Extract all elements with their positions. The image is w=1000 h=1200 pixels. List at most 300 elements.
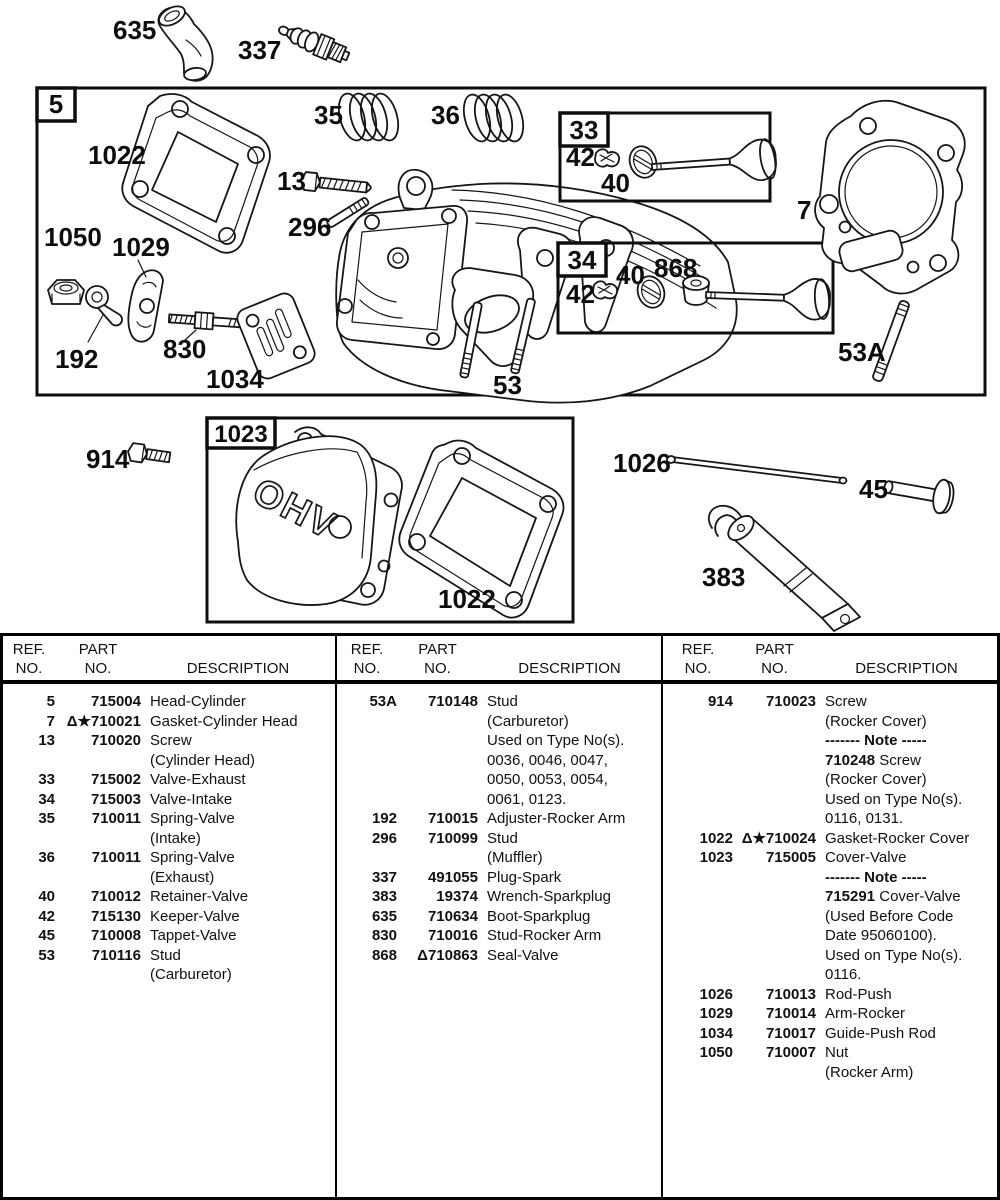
table-row <box>337 887 661 907</box>
callout-830: 830 <box>163 334 207 364</box>
table-row <box>663 848 997 868</box>
part-no-cell: 710014 <box>765 1005 816 1022</box>
description-text: Head-Cylinder <box>150 693 246 710</box>
table-row <box>337 751 661 771</box>
description-text: Adjuster-Rocker Arm <box>487 810 626 827</box>
part-no-cell: 715002 <box>90 771 141 788</box>
part-no-cell: 710017 <box>765 1024 816 1042</box>
ref-no-cell <box>337 751 397 771</box>
stud-rocker-arm-drawing <box>169 310 246 331</box>
ref-no-cell: 383 <box>371 888 397 905</box>
part-no-cell: 710116 <box>91 946 141 964</box>
ref-no-cell: 635 <box>371 907 397 925</box>
description-text: Spring-Valve <box>150 849 235 866</box>
description-text: (Cylinder Head) <box>150 751 256 769</box>
part-no-cell: 710013 <box>765 985 816 1003</box>
ref-no-cell: 1026 <box>699 985 733 1003</box>
part-no-cell <box>733 868 816 888</box>
part-no-cell <box>733 790 816 810</box>
table-row <box>3 809 335 829</box>
description-text: (Carburetor) <box>487 712 569 730</box>
callout-53A: 53A <box>838 337 886 367</box>
table-row <box>337 770 661 790</box>
description-cell <box>816 731 997 751</box>
cylinder-head-drawing <box>336 170 737 403</box>
table-row <box>663 731 997 751</box>
description-cell <box>141 926 335 946</box>
header-ref-line1: REF. <box>12 641 46 658</box>
callout-914: 914 <box>86 444 130 474</box>
part-no-cell: 710099 <box>427 829 478 847</box>
header-ref-line2: NO. <box>15 660 43 677</box>
part-no-cell <box>397 712 478 732</box>
description-cell <box>816 1024 997 1044</box>
callout-40-box33: 40 <box>601 168 630 198</box>
valve-spring-intake-drawing <box>334 91 403 144</box>
description-cell <box>816 751 997 771</box>
description-text: Stud <box>150 946 181 964</box>
part-no-cell <box>733 751 816 771</box>
ohv-embossed-text: OHV <box>245 470 344 549</box>
callout-42-box34: 42 <box>566 279 595 309</box>
description-text: Rod-Push <box>825 985 892 1003</box>
description-text: Stud-Rocker Arm <box>487 927 602 944</box>
description-cell <box>478 770 661 790</box>
ref-no-cell: 192 <box>371 810 397 827</box>
table-row <box>663 712 997 732</box>
part-no-header <box>55 640 141 678</box>
table-row <box>3 946 335 966</box>
description-text: (Rocker Cover) <box>825 771 927 788</box>
ref-no-cell <box>337 848 397 868</box>
description-header <box>141 659 335 678</box>
table-row <box>337 907 661 927</box>
table-row <box>663 1063 997 1083</box>
part-no-cell <box>733 887 816 907</box>
description-cell <box>478 887 661 907</box>
header-ref-line2: NO. <box>353 660 381 677</box>
table-row <box>663 965 997 985</box>
description-text: Stud <box>487 829 518 847</box>
cover-valve-drawing <box>236 427 402 605</box>
table-row <box>337 712 661 732</box>
description-cell <box>478 868 661 888</box>
part-no-cell <box>733 731 816 751</box>
callout-53: 53 <box>493 370 522 400</box>
header-ref-line1: REF. <box>350 641 384 658</box>
ref-no-cell: 1029 <box>699 1005 733 1022</box>
description-text: 0061, 0123. <box>487 790 567 808</box>
part-no-cell: 710011 <box>91 849 141 866</box>
description-bold: ------- Note ----- <box>825 868 927 886</box>
rod-push-drawing <box>667 456 847 484</box>
table-row <box>663 887 997 907</box>
part-no-cell: 710012 <box>90 888 141 905</box>
part-no-cell: 710016 <box>427 927 478 944</box>
table-header <box>663 636 997 684</box>
callout-40-box34: 40 <box>616 260 645 290</box>
description-text: Screw <box>825 693 867 710</box>
table-row <box>663 868 997 888</box>
ref-no-cell: 5 <box>46 693 55 710</box>
part-no-header <box>733 640 816 678</box>
table-row <box>337 868 661 888</box>
table-row <box>663 926 997 946</box>
description-cell <box>478 751 661 771</box>
part-no-cell <box>397 731 478 751</box>
description-cell <box>141 907 335 927</box>
description-text: Used on Type No(s). <box>825 946 963 964</box>
ref-no-cell <box>663 1063 733 1083</box>
nut-rocker-arm-drawing <box>48 280 84 304</box>
leader-192 <box>88 315 103 342</box>
description-cell <box>816 946 997 966</box>
description-text: (Intake) <box>150 829 201 847</box>
part-no-cell <box>733 926 816 946</box>
header-part-line1: PART <box>418 641 457 658</box>
table-row <box>663 790 997 810</box>
gasket-rocker-cover-drawing <box>122 94 270 253</box>
table-row <box>337 829 661 849</box>
part-no-cell: 715003 <box>90 790 141 808</box>
callout-42-box33: 42 <box>566 142 595 172</box>
description-cell <box>816 965 997 985</box>
ref-no-cell <box>663 868 733 888</box>
table-row <box>3 692 335 712</box>
description-cell <box>816 1063 997 1083</box>
part-no-cell <box>55 751 141 771</box>
table-column-3 <box>661 636 997 1197</box>
description-cell <box>478 712 661 732</box>
ref-no-header <box>3 640 55 678</box>
description-cell <box>816 790 997 810</box>
ref-no-cell <box>663 790 733 810</box>
header-ref-line1: REF. <box>681 641 715 658</box>
description-cell <box>816 887 997 907</box>
description-cell <box>816 926 997 946</box>
part-no-cell: Δ★710024 <box>741 829 816 847</box>
ref-no-cell: 296 <box>371 829 397 847</box>
ref-no-cell: 40 <box>38 888 55 905</box>
callout-35: 35 <box>314 100 343 130</box>
ref-no-cell: 914 <box>707 693 733 710</box>
callout-13: 13 <box>277 166 306 196</box>
ref-no-cell <box>663 712 733 732</box>
description-cell <box>816 1043 997 1063</box>
table-row <box>3 907 335 927</box>
part-no-cell: Δ710863 <box>417 946 478 964</box>
ref-no-cell: 53A <box>369 693 397 710</box>
table-rows <box>337 684 661 965</box>
ref-no-cell: 1023 <box>699 849 733 866</box>
callout-45: 45 <box>859 474 888 504</box>
ref-no-cell: 1022 <box>699 829 733 847</box>
description-cell <box>478 907 661 927</box>
description-cell <box>141 848 335 868</box>
table-column-1 <box>3 636 335 1197</box>
description-cell <box>141 829 335 849</box>
description-text: 0050, 0053, 0054, <box>487 771 608 788</box>
description-text: Boot-Sparkplug <box>487 907 591 925</box>
part-no-cell: 710634 <box>427 907 478 925</box>
ref-no-cell <box>663 751 733 771</box>
table-row <box>663 985 997 1005</box>
description-text: Plug-Spark <box>487 868 562 886</box>
ref-no-cell <box>663 809 733 829</box>
ref-no-cell <box>663 887 733 907</box>
table-row <box>3 848 335 868</box>
ref-no-cell <box>337 770 397 790</box>
gasket-cylinder-head-drawing <box>815 101 965 294</box>
part-no-cell: Δ★710021 <box>66 712 141 730</box>
description-text: Valve-Exhaust <box>150 771 246 788</box>
table-row <box>663 1004 997 1024</box>
description-text: Keeper-Valve <box>150 907 240 925</box>
description-cell <box>141 946 335 966</box>
description-cell <box>816 829 997 849</box>
callout-868: 868 <box>654 253 698 283</box>
table-row <box>3 770 335 790</box>
table-row <box>3 868 335 888</box>
description-text: 0116, 0131. <box>825 810 904 827</box>
description-cell <box>816 907 997 927</box>
description-text: Nut <box>825 1044 849 1061</box>
table-row <box>663 770 997 790</box>
ref-no-cell: 868 <box>371 946 397 964</box>
description-text: (Used Before Code <box>825 907 954 925</box>
description-bold: 710248 <box>825 751 876 769</box>
part-no-cell <box>397 751 478 771</box>
description-text: Valve-Intake <box>150 790 233 808</box>
table-row <box>663 1024 997 1044</box>
table-row <box>663 809 997 829</box>
description-text: Wrench-Sparkplug <box>487 888 611 905</box>
description-text: Tappet-Valve <box>150 927 237 944</box>
ref-no-cell: 33 <box>38 771 55 788</box>
description-cell <box>141 770 335 790</box>
arm-rocker-drawing <box>128 270 163 341</box>
table-row <box>663 751 997 771</box>
description-cell <box>141 692 335 712</box>
description-text: 0036, 0046, 0047, <box>487 751 608 769</box>
description-text: Used on Type No(s). <box>825 790 963 808</box>
description-text: Cover-Valve <box>875 888 961 905</box>
ref-no-cell <box>663 907 733 927</box>
description-text: Cover-Valve <box>825 849 907 866</box>
table-row <box>3 751 335 771</box>
description-cell <box>141 809 335 829</box>
description-bold: ------- Note ----- <box>825 732 927 749</box>
ref-no-header <box>663 640 733 678</box>
description-text: (Carburetor) <box>150 966 232 983</box>
part-no-cell <box>397 848 478 868</box>
screw-rocker-cover-drawing <box>127 443 171 467</box>
table-row <box>663 692 997 712</box>
part-no-cell: 715005 <box>765 849 816 866</box>
description-cell <box>141 887 335 907</box>
ref-no-cell: 1050 <box>699 1044 733 1061</box>
ref-no-cell: 45 <box>38 927 55 944</box>
description-text: Spring-Valve <box>150 810 235 827</box>
parts-table <box>0 633 1000 1200</box>
description-cell <box>816 1004 997 1024</box>
screw-cylinder-head-drawing <box>300 172 371 197</box>
ref-no-cell: 42 <box>38 907 55 925</box>
callout-1034: 1034 <box>206 364 264 394</box>
ref-no-cell <box>3 751 55 771</box>
ref-no-cell <box>663 946 733 966</box>
description-cell <box>141 712 335 732</box>
description-cell <box>478 829 661 849</box>
part-no-cell: 710007 <box>765 1044 816 1061</box>
table-row <box>3 926 335 946</box>
description-cell <box>816 809 997 829</box>
description-cell <box>478 946 661 966</box>
description-header <box>478 659 661 678</box>
part-no-cell <box>397 770 478 790</box>
ref-no-cell <box>337 790 397 810</box>
ref-no-cell: 34 <box>38 790 55 808</box>
table-row <box>3 829 335 849</box>
ref-no-cell: 13 <box>38 732 55 749</box>
part-no-cell: 19374 <box>436 888 478 905</box>
table-row <box>663 946 997 966</box>
description-text: (Rocker Cover) <box>825 712 927 730</box>
part-no-cell <box>733 1063 816 1083</box>
part-no-cell: 710023 <box>765 693 816 710</box>
part-no-cell <box>733 770 816 790</box>
header-ref-line2: NO. <box>684 660 712 677</box>
table-row <box>337 848 661 868</box>
boot-sparkplug-drawing <box>156 2 213 81</box>
description-cell <box>816 985 997 1005</box>
description-text: (Exhaust) <box>150 868 215 886</box>
header-part-line1: PART <box>78 641 118 658</box>
description-text: Gasket-Cylinder Head <box>150 712 298 730</box>
part-no-cell: 715130 <box>90 907 141 925</box>
part-no-header <box>397 640 478 678</box>
callout-296: 296 <box>288 212 332 242</box>
table-row <box>3 712 335 732</box>
description-text: Guide-Push Rod <box>825 1024 936 1042</box>
callout-33: 33 <box>569 115 599 145</box>
description-cell <box>141 868 335 888</box>
header-desc: DESCRIPTION <box>855 660 958 677</box>
part-no-cell <box>733 946 816 966</box>
callout-36: 36 <box>431 100 460 130</box>
ref-no-cell <box>663 731 733 751</box>
description-text: (Rocker Arm) <box>825 1063 914 1081</box>
ref-no-cell: 7 <box>46 712 55 730</box>
part-no-cell <box>733 809 816 829</box>
description-text: Gasket-Rocker Cover <box>825 829 970 847</box>
part-no-cell: 491055 <box>427 868 478 886</box>
description-text: Retainer-Valve <box>150 888 249 905</box>
table-row <box>337 692 661 712</box>
description-cell <box>478 926 661 946</box>
description-header <box>816 659 997 678</box>
table-row <box>337 731 661 751</box>
description-cell <box>478 848 661 868</box>
adjuster-rocker-arm-drawing <box>86 286 122 326</box>
table-row <box>663 907 997 927</box>
part-no-cell <box>55 868 141 888</box>
table-header <box>3 636 335 684</box>
part-no-cell <box>733 965 816 985</box>
table-row <box>3 965 335 985</box>
table-row <box>663 1043 997 1063</box>
description-cell <box>816 692 997 712</box>
description-cell <box>141 965 335 985</box>
description-text: (Muffler) <box>487 849 543 866</box>
part-no-cell <box>397 790 478 810</box>
spark-plug-drawing <box>275 19 352 67</box>
callout-192: 192 <box>55 344 99 374</box>
description-cell <box>141 731 335 751</box>
part-no-cell <box>55 965 141 985</box>
part-no-cell: 715004 <box>90 693 141 710</box>
callout-5: 5 <box>48 89 64 119</box>
ref-no-cell <box>3 829 55 849</box>
description-text: Seal-Valve <box>487 946 559 964</box>
ref-no-cell <box>663 926 733 946</box>
part-no-cell: 710148 <box>427 693 478 710</box>
ref-no-cell: 1034 <box>699 1024 733 1042</box>
part-no-cell: 710020 <box>90 732 141 749</box>
callout-7: 7 <box>797 195 812 225</box>
ref-no-cell: 35 <box>38 810 55 827</box>
description-text: Screw <box>875 751 921 769</box>
header-desc: DESCRIPTION <box>186 660 290 677</box>
description-text: Date 95060100). <box>825 927 937 944</box>
callout-337: 337 <box>238 35 282 65</box>
description-text: Stud <box>487 693 518 710</box>
callout-383: 383 <box>702 562 746 592</box>
part-no-cell <box>733 712 816 732</box>
header-part-line2: NO. <box>424 660 451 677</box>
callout-1022-head: 1022 <box>88 140 146 170</box>
description-text: Arm-Rocker <box>825 1005 906 1022</box>
description-cell <box>816 848 997 868</box>
description-cell <box>141 751 335 771</box>
table-row <box>3 731 335 751</box>
table-header <box>337 636 661 684</box>
ref-no-cell: 830 <box>371 927 397 944</box>
header-desc: DESCRIPTION <box>518 660 621 677</box>
ref-no-cell <box>337 712 397 732</box>
ref-no-cell: 36 <box>38 849 55 866</box>
ref-no-cell: 53 <box>38 946 55 964</box>
callout-635: 635 <box>113 15 157 45</box>
part-no-cell: 710015 <box>427 810 478 827</box>
ref-no-cell: 337 <box>371 868 397 886</box>
description-cell <box>478 731 661 751</box>
ref-no-cell <box>3 868 55 888</box>
table-column-2 <box>335 636 661 1197</box>
description-bold: 715291 <box>825 888 876 905</box>
description-cell <box>141 790 335 810</box>
table-row <box>663 829 997 849</box>
part-no-cell: 710011 <box>91 810 141 827</box>
callout-34: 34 <box>567 245 597 275</box>
description-cell <box>478 692 661 712</box>
table-rows <box>663 684 997 1082</box>
table-row <box>337 809 661 829</box>
ref-no-cell <box>337 731 397 751</box>
ref-no-cell <box>3 965 55 985</box>
table-row <box>3 790 335 810</box>
description-text: Screw <box>150 732 192 749</box>
